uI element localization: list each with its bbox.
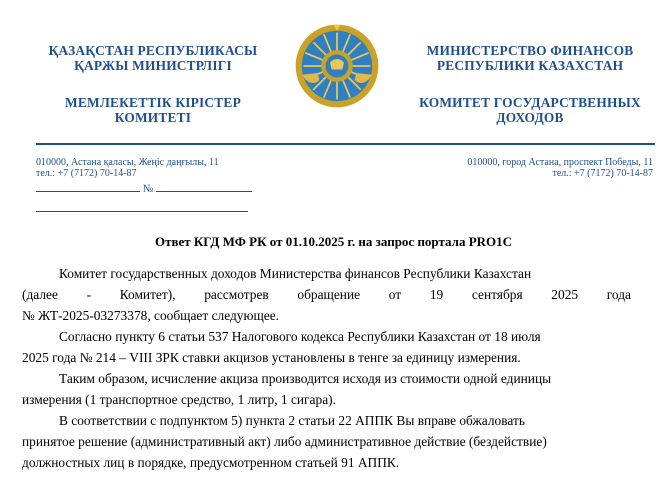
paragraph-1-end xyxy=(22,305,631,326)
ru-address xyxy=(353,157,653,179)
kz-phone-line: тел.: +7 (7172) 70-14-87 xyxy=(36,168,137,179)
paragraph-line: Таким образом, исчисление акциза производится исходя из стоимости одной единицы xyxy=(59,371,552,386)
kz-ministry-line2: ҚАРЖЫ МИНИСТРЛІГІ xyxy=(74,58,232,73)
kz-ministry-line1: ҚАЗАҚСТАН РЕСПУБЛИКАСЫ xyxy=(48,43,258,58)
paragraph-4-end xyxy=(22,452,631,473)
paragraph-line: измерения (1 транспортное средство, 1 литр, 1 сигара). xyxy=(22,392,336,407)
ru-ministry-line2: РЕСПУБЛИКИ КАЗАХСТАН xyxy=(436,58,624,73)
paragraph-3-end xyxy=(22,389,631,410)
document-body xyxy=(22,263,631,473)
paragraph-2 xyxy=(22,326,631,347)
kz-committee-line1: МЕМЛЕКЕТТІК КІРІСТЕР xyxy=(65,95,241,110)
paragraph-line: принятое решение (административный акт) либо административное действие (бездействие) xyxy=(22,434,547,449)
ru-committee-line1: КОМИТЕТ ГОСУДАРСТВЕННЫХ xyxy=(419,95,641,110)
paragraph-line: № ЖТ-2025-03273378, сообщает следующее. xyxy=(22,308,280,323)
paragraph-3 xyxy=(22,368,631,389)
paragraph-line: Комитет государственных доходов Министерства финансов Республики Казахстан xyxy=(59,266,532,281)
paragraph-line: должностных лиц в порядке, предусмотренном статьей 91 АППК. xyxy=(22,455,400,470)
kz-ministry-name xyxy=(28,43,278,73)
number-sign: № xyxy=(142,183,154,195)
ru-ministry-name xyxy=(400,43,660,73)
kz-committee-line2: КОМИТЕТІ xyxy=(114,110,192,125)
kz-committee-name xyxy=(38,95,268,125)
outgoing-number-field xyxy=(36,181,252,195)
paragraph-1-cont xyxy=(22,284,631,305)
paragraph-line: В соответствии с подпунктом 5) пункта 2 статьи 22 АППК Вы вправе обжаловать xyxy=(59,413,525,428)
kz-address-line: 010000, Астана қаласы, Жеңіс даңғылы, 11 xyxy=(36,157,219,168)
ru-address-line: 010000, город Астана, проспект Победы, 11 xyxy=(467,157,653,168)
ru-phone-line: тел.: +7 (7172) 70-14-87 xyxy=(552,168,653,179)
header-divider xyxy=(36,143,655,145)
ru-committee-line2: ДОХОДОВ xyxy=(496,110,564,125)
reference-blank xyxy=(36,201,248,212)
paragraph-1 xyxy=(22,263,631,284)
paragraph-line: 2025 года № 214 – VIII ЗРК ставки акцизов установлены в тенге за единицу измерения. xyxy=(22,350,521,365)
paragraph-line: Согласно пункту 6 статьи 537 Налогового кодекса Республики Казахстан от 18 июля xyxy=(59,329,541,344)
paragraph-line: (далее - Комитет), рассмотрев обращение от 19 сентября 2025 года xyxy=(22,287,631,302)
ru-committee-name xyxy=(400,95,660,125)
state-emblem-icon xyxy=(293,22,381,110)
reference-field xyxy=(36,201,248,215)
date-blank xyxy=(36,181,140,192)
paragraph-2-end xyxy=(22,347,631,368)
number-blank xyxy=(156,181,252,192)
kz-address xyxy=(36,157,296,179)
paragraph-4-cont xyxy=(22,431,631,452)
document-title: Ответ КГД МФ РК от 01.10.2025 г. на запрос портала PRO1C xyxy=(154,234,513,249)
paragraph-4 xyxy=(22,410,631,431)
ru-ministry-line1: МИНИСТЕРСТВО ФИНАНСОВ xyxy=(426,43,634,58)
